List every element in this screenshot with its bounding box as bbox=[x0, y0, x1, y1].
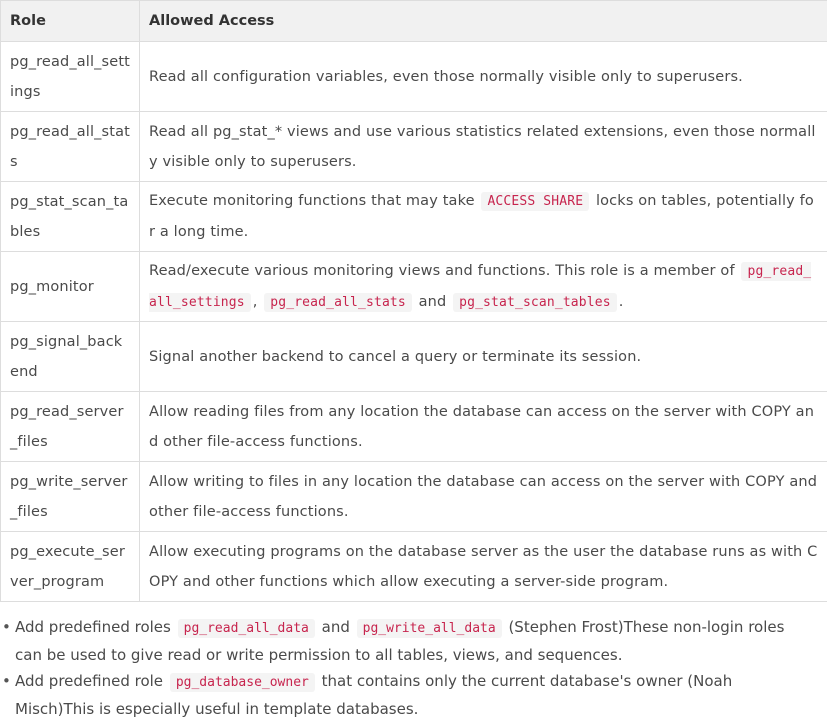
table-row bbox=[1, 42, 827, 112]
inline-code: pg_database_owner bbox=[170, 673, 315, 692]
release-notes-list bbox=[0, 614, 827, 722]
table-header-row bbox=[1, 1, 827, 42]
text-fragment: . bbox=[619, 294, 624, 310]
allowed-access-cell bbox=[140, 252, 827, 322]
text-fragment: and bbox=[317, 618, 355, 636]
text-fragment: Read all pg_stat_* views and use various statistics related extensions, even those normally visible only to superusers. bbox=[149, 124, 816, 170]
inline-code: pg_read_all_stats bbox=[264, 293, 412, 312]
list-item bbox=[0, 614, 827, 668]
bullet-icon: • bbox=[2, 668, 11, 694]
table-row bbox=[1, 182, 827, 252]
allowed-access-cell bbox=[140, 182, 827, 252]
text-fragment: Allow executing programs on the database server as the user the database runs as with COPY and other functions which allow executing a server-side program. bbox=[149, 544, 817, 590]
text-fragment: (Stephen Frost)These non-login roles can be used to give read or write permission to all tables, views, and sequences. bbox=[15, 618, 784, 664]
column-header-allowed-access: Allowed Access bbox=[140, 1, 827, 42]
role-name-cell: pg_read_server_files bbox=[1, 392, 140, 462]
bullet-icon: • bbox=[2, 614, 11, 640]
role-name-cell: pg_write_server_files bbox=[1, 462, 140, 532]
inline-code: pg_stat_scan_tables bbox=[453, 293, 617, 312]
text-fragment: Allow reading files from any location the database can access on the server with COPY and other file-access functions. bbox=[149, 404, 814, 450]
allowed-access-cell bbox=[140, 532, 827, 602]
text-fragment: Read/execute various monitoring views and functions. This role is a member of bbox=[149, 263, 739, 279]
role-name-cell: pg_signal_backend bbox=[1, 322, 140, 392]
text-fragment: Add predefined roles bbox=[15, 618, 176, 636]
column-header-role: Role bbox=[1, 1, 140, 42]
text-fragment: Add predefined role bbox=[15, 672, 168, 690]
role-name-cell: pg_stat_scan_tables bbox=[1, 182, 140, 252]
allowed-access-cell bbox=[140, 112, 827, 182]
text-fragment: , bbox=[253, 294, 263, 310]
inline-code: pg_read_all_data bbox=[178, 619, 315, 638]
table-row bbox=[1, 462, 827, 532]
table-row bbox=[1, 322, 827, 392]
text-fragment: Allow writing to files in any location the database can access on the server with COPY and other file-access functions. bbox=[149, 474, 817, 520]
allowed-access-cell bbox=[140, 462, 827, 532]
allowed-access-cell bbox=[140, 322, 827, 392]
text-fragment: that contains only the current database's owner (Noah Misch)This is especially useful in template databases. bbox=[15, 672, 732, 718]
text-fragment: Execute monitoring functions that may take bbox=[149, 193, 479, 209]
role-name-cell: pg_monitor bbox=[1, 252, 140, 322]
inline-code: pg_read_all_settings bbox=[149, 262, 811, 312]
table-row bbox=[1, 392, 827, 462]
text-fragment: locks on tables, potentially for a long time. bbox=[149, 193, 814, 240]
allowed-access-cell bbox=[140, 392, 827, 462]
table-row bbox=[1, 112, 827, 182]
text-fragment: Read all configuration variables, even those normally visible only to superusers. bbox=[149, 69, 743, 85]
role-name-cell: pg_read_all_settings bbox=[1, 42, 140, 112]
role-name-cell: pg_execute_server_program bbox=[1, 532, 140, 602]
inline-code: ACCESS SHARE bbox=[481, 192, 589, 211]
table-row bbox=[1, 532, 827, 602]
inline-code: pg_write_all_data bbox=[357, 619, 502, 638]
allowed-access-cell bbox=[140, 42, 827, 112]
role-name-cell: pg_read_all_stats bbox=[1, 112, 140, 182]
text-fragment: Signal another backend to cancel a query or terminate its session. bbox=[149, 349, 641, 365]
text-fragment: and bbox=[414, 294, 451, 310]
list-item bbox=[0, 668, 827, 722]
table-row bbox=[1, 252, 827, 322]
